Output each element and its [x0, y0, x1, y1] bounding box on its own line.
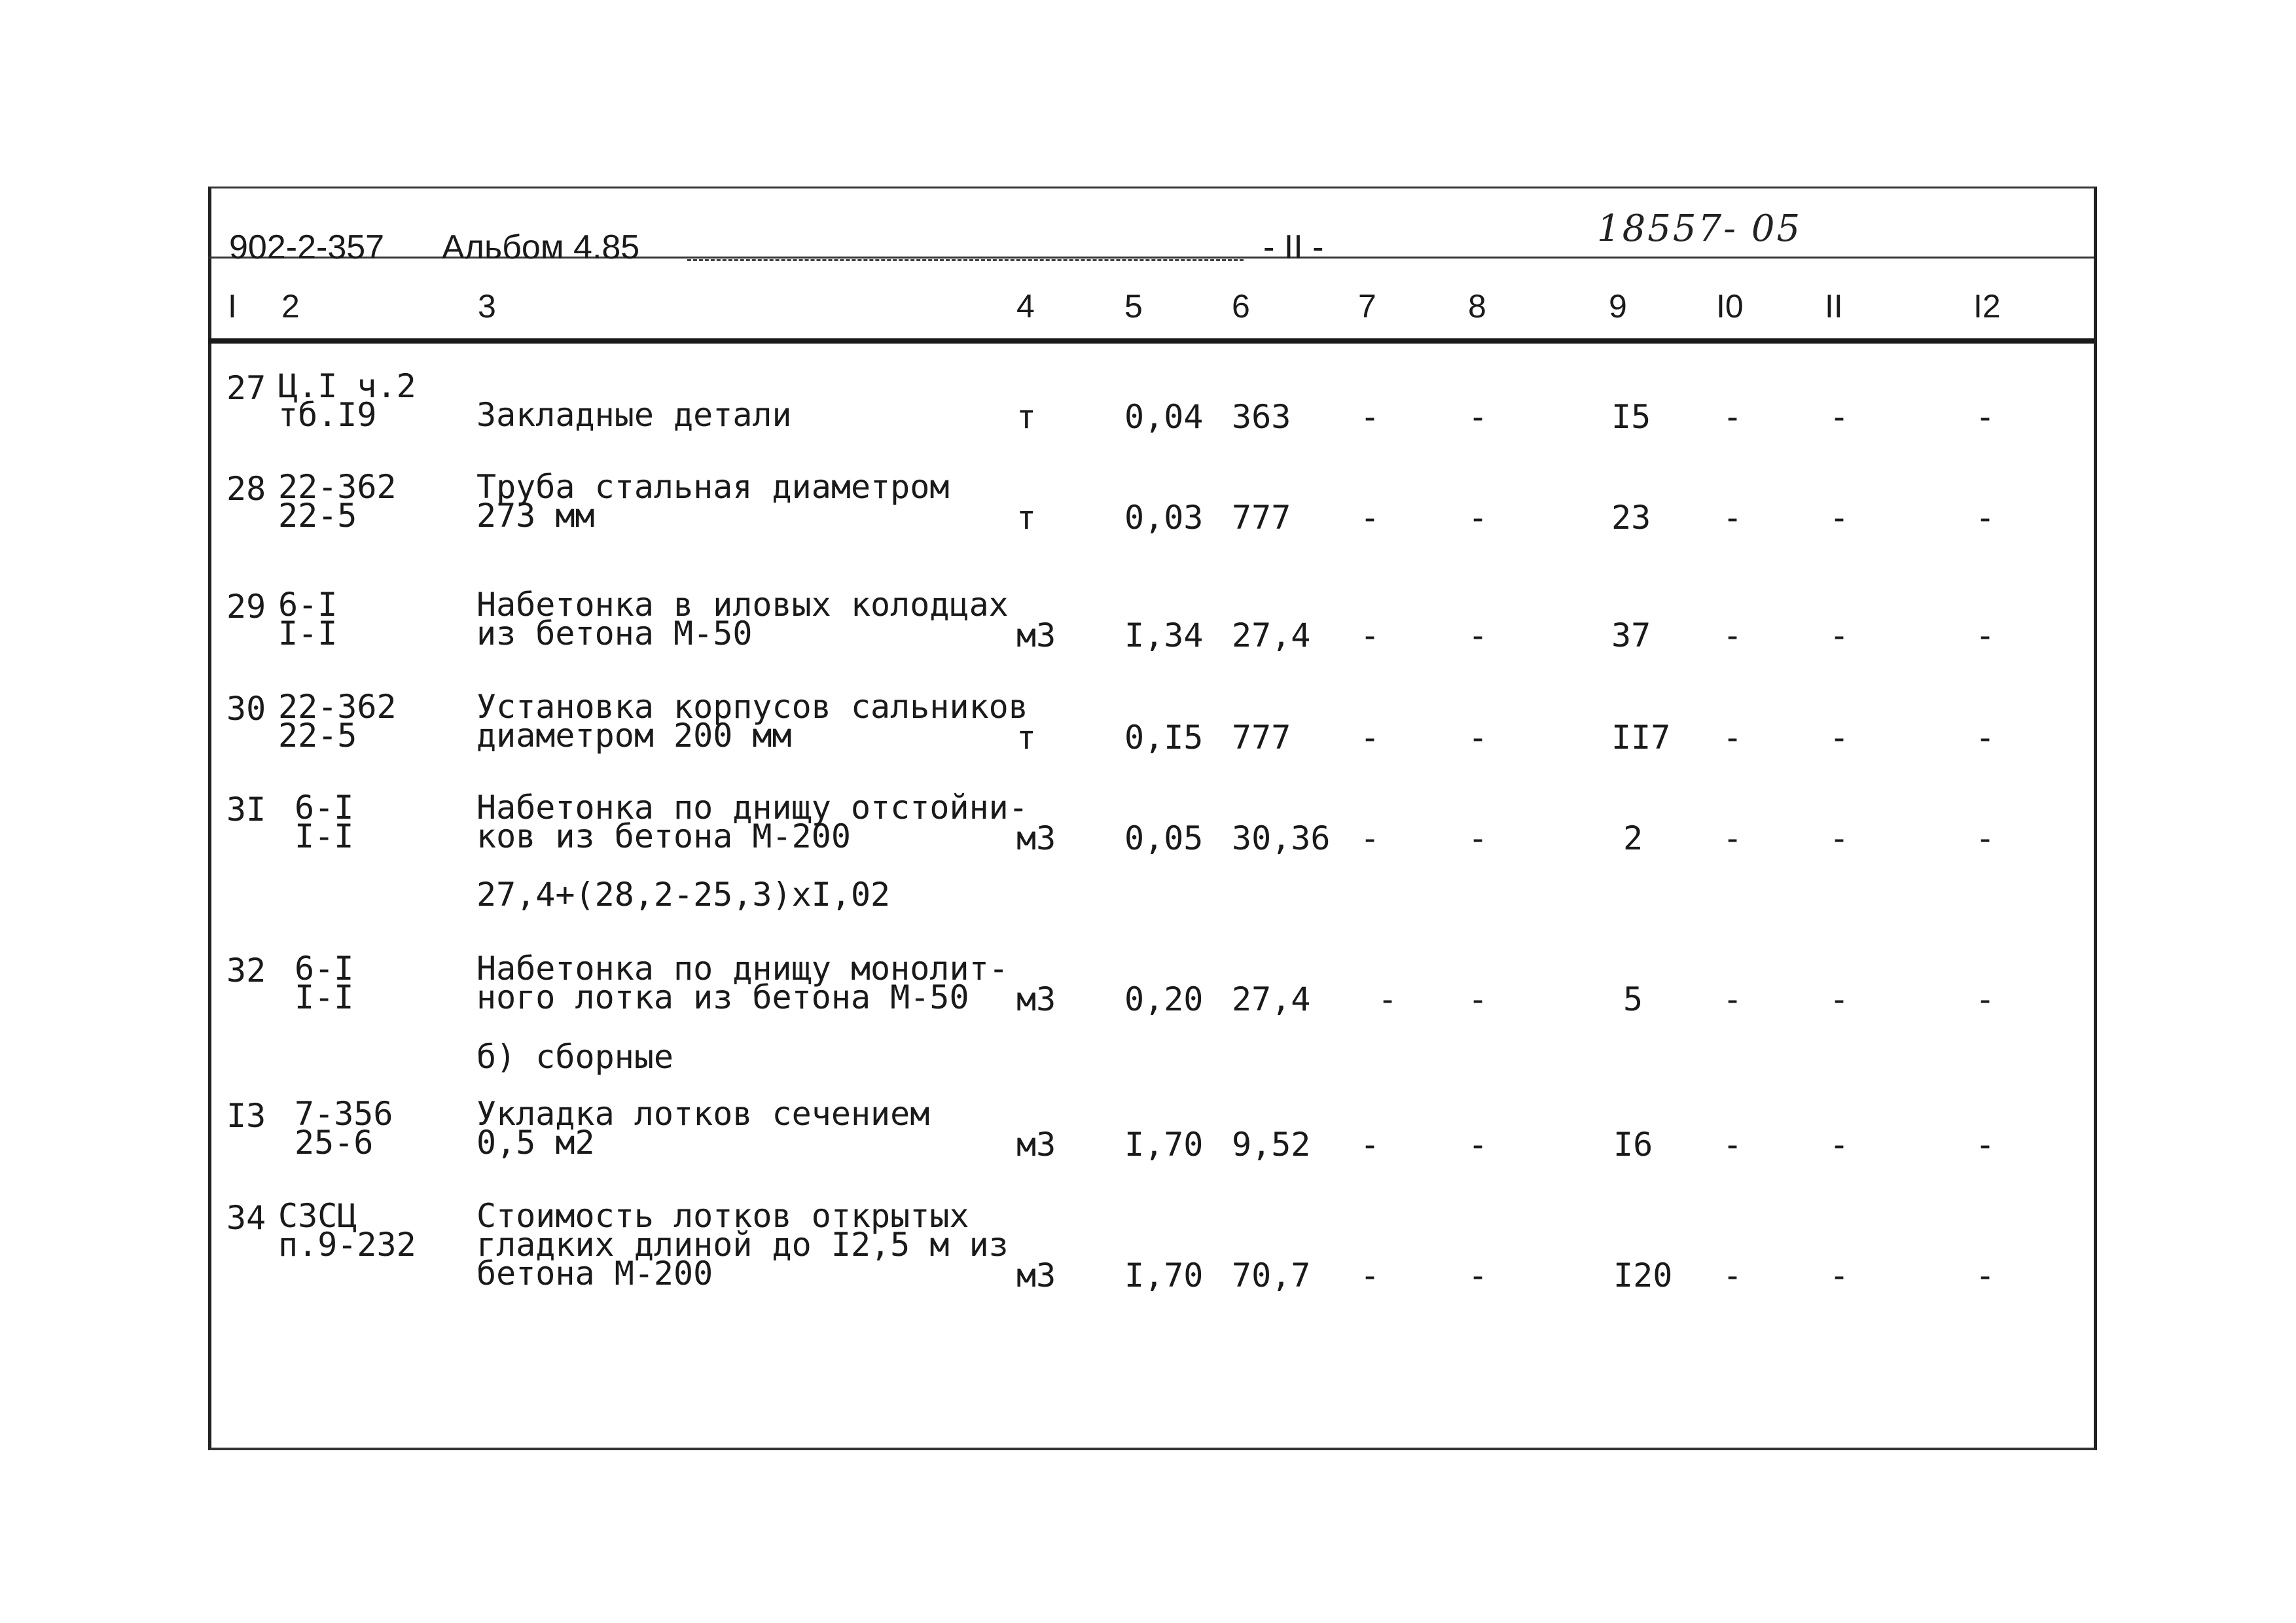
column-header-8: 8: [1468, 288, 1486, 325]
row-code: 6-I I-I: [295, 789, 354, 855]
row-number: 3I: [226, 791, 266, 829]
row-col12: -: [1975, 980, 1996, 1018]
row-description: Закладные детали: [476, 396, 792, 434]
row-description: Установка корпусов сальников диаметром 200 мм: [476, 688, 1028, 755]
row-quantity: I,70: [1124, 1126, 1204, 1164]
row-col8: -: [1468, 1126, 1488, 1164]
row-total: I20: [1613, 1257, 1673, 1294]
row-col10: -: [1723, 719, 1743, 757]
row-unit: м3: [1016, 980, 1056, 1018]
row-number: 28: [226, 470, 266, 508]
row-col10: -: [1723, 980, 1743, 1018]
row-number: 27: [226, 369, 266, 407]
column-header-7: 7: [1358, 288, 1376, 325]
row-number: 30: [226, 690, 266, 728]
row-code: СЗСЦ п.9-232: [278, 1197, 416, 1264]
row-col7: -: [1360, 1126, 1380, 1164]
row-total: 37: [1611, 616, 1651, 654]
doc-code: 902-2-357: [229, 228, 385, 266]
row-col8: -: [1468, 616, 1488, 654]
column-header-6: 6: [1232, 288, 1250, 325]
row-col8: -: [1468, 499, 1488, 537]
row-col7: -: [1378, 980, 1398, 1018]
row-col7: -: [1360, 719, 1380, 757]
row-col12: -: [1975, 499, 1996, 537]
row-description: Набетонка в иловых колодцах из бетона М-50: [476, 586, 1009, 652]
row-code: Ц.I ч.2 тб.I9: [278, 367, 416, 434]
row-quantity: 0,04: [1124, 398, 1204, 436]
row-number: 29: [226, 588, 266, 626]
row-unit-price: 30,36: [1232, 819, 1331, 857]
row-number: I3: [226, 1097, 266, 1135]
row-quantity: 0,20: [1124, 980, 1204, 1018]
row-col12: -: [1975, 398, 1996, 436]
row-total: I5: [1611, 398, 1651, 436]
row-col12: -: [1975, 616, 1996, 654]
row-col12: -: [1975, 719, 1996, 757]
row-unit: м3: [1016, 819, 1056, 857]
row-total: 23: [1611, 499, 1651, 537]
row-code: 7-356 25-6: [295, 1095, 393, 1162]
row-code: 22-362 22-5: [278, 468, 397, 535]
row-col8: -: [1468, 1257, 1488, 1294]
row-unit: м3: [1016, 1126, 1056, 1164]
row-code: 6-I I-I: [295, 950, 354, 1016]
row-col7: -: [1360, 499, 1380, 537]
row-quantity: I,34: [1124, 616, 1204, 654]
row-description: Труба стальная диаметром 273 мм: [476, 468, 950, 535]
row-quantity: 0,05: [1124, 819, 1204, 857]
row-description: Набетонка по днищу монолит- ного лотка из бетона М-50: [476, 950, 1009, 1016]
row-col10: -: [1723, 1126, 1743, 1164]
row-quantity: 0,I5: [1124, 719, 1204, 757]
row-col11: -: [1829, 499, 1850, 537]
row-col12: -: [1975, 819, 1996, 857]
row-col10: -: [1723, 819, 1743, 857]
row-col11: -: [1829, 819, 1850, 857]
row-number: 32: [226, 952, 266, 990]
row-col7: -: [1360, 1257, 1380, 1294]
row-unit-price: 9,52: [1232, 1126, 1311, 1164]
page-number: - II -: [1263, 228, 1324, 266]
row-col11: -: [1829, 1126, 1850, 1164]
column-header-12: I2: [1973, 288, 2001, 325]
row-description: Набетонка по днищу отстойни- ков из бетона М-200: [476, 789, 1028, 855]
row-total: 2: [1623, 819, 1643, 857]
album-label: Альбом 4.85: [442, 228, 640, 266]
row-code: 6-I I-I: [278, 586, 338, 652]
row-total: II7: [1611, 719, 1671, 757]
row-col8: -: [1468, 980, 1488, 1018]
row-unit-price: 27,4: [1232, 980, 1311, 1018]
row-col10: -: [1723, 616, 1743, 654]
column-header-rule: [208, 338, 2094, 344]
row-col12: -: [1975, 1257, 1996, 1294]
row-code: 22-362 22-5: [278, 688, 397, 755]
row-col8: -: [1468, 398, 1488, 436]
row-unit: т: [1016, 398, 1037, 436]
row-unit: м3: [1016, 616, 1056, 654]
row-unit: т: [1016, 499, 1037, 537]
row-col11: -: [1829, 616, 1850, 654]
section-heading: б) сборные: [476, 1038, 674, 1076]
handwritten-reference: 18557- 05: [1597, 207, 1803, 250]
column-header-2: 2: [281, 288, 300, 325]
row-col11: -: [1829, 1257, 1850, 1294]
row-quantity: 0,03: [1124, 499, 1204, 537]
row-description: Укладка лотков сечением 0,5 м2: [476, 1095, 930, 1162]
row-unit-price: 363: [1232, 398, 1291, 436]
row-col7: -: [1360, 819, 1380, 857]
row-col10: -: [1723, 1257, 1743, 1294]
row-col12: -: [1975, 1126, 1996, 1164]
column-header-11: II: [1825, 288, 1843, 325]
row-col8: -: [1468, 819, 1488, 857]
row-col8: -: [1468, 719, 1488, 757]
row-col11: -: [1829, 980, 1850, 1018]
column-header-10: I0: [1716, 288, 1744, 325]
row-col10: -: [1723, 398, 1743, 436]
column-header-4: 4: [1016, 288, 1035, 325]
row-col11: -: [1829, 719, 1850, 757]
row-quantity: I,70: [1124, 1257, 1204, 1294]
row-col11: -: [1829, 398, 1850, 436]
row-col7: -: [1360, 616, 1380, 654]
header-dashed-rule: [687, 259, 1244, 261]
column-header-5: 5: [1124, 288, 1143, 325]
column-header-3: 3: [478, 288, 496, 325]
row-unit: т: [1016, 719, 1037, 757]
row-unit-price: 70,7: [1232, 1257, 1311, 1294]
row-total: 5: [1623, 980, 1643, 1018]
row-description: Стоимость лотков открытых гладких длиной до I2,5 м из бетона М-200: [476, 1197, 1009, 1293]
row-unit: м3: [1016, 1257, 1056, 1294]
row-number: 34: [226, 1199, 266, 1237]
row-total: I6: [1613, 1126, 1653, 1164]
row-col7: -: [1360, 398, 1380, 436]
column-header-9: 9: [1609, 288, 1627, 325]
row-unit-price: 777: [1232, 499, 1291, 537]
row-unit-price: 27,4: [1232, 616, 1311, 654]
row-unit-price: 777: [1232, 719, 1291, 757]
column-header-1: I: [228, 288, 237, 325]
row-col10: -: [1723, 499, 1743, 537]
price-formula-note: 27,4+(28,2-25,3)xI,02: [476, 876, 891, 914]
